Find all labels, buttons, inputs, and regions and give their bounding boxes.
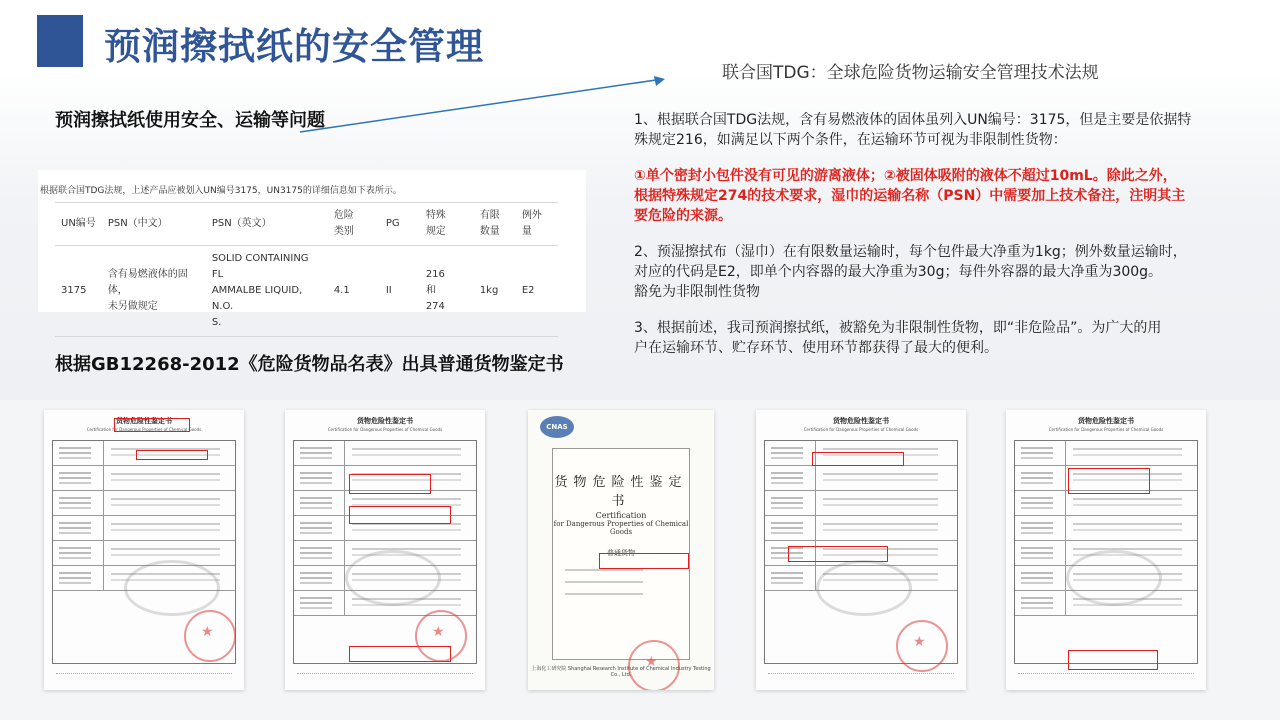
un-table-card: [38, 170, 586, 328]
table-cell: E2: [516, 246, 558, 337]
table-header-cell: UN编号: [55, 203, 102, 246]
table-header-cell: 例外 量: [516, 203, 558, 246]
paragraph-4: 3、根据前述，我司预润擦拭纸，被豁免为非限制性货物，即“非危险品”。为广大的用 户在运输环节、贮存环节、使用环节都获得了最大的便利。: [634, 320, 1162, 356]
table-header-cell: PSN（英文）: [206, 203, 328, 246]
table-header-cell: PSN（中文）: [102, 203, 206, 246]
cover-title: 货物危险性鉴定书: [554, 475, 688, 509]
table-row: [55, 246, 558, 337]
table-header-cell: PG: [380, 203, 420, 246]
table-header-row: [55, 203, 558, 246]
certificate-image-3-cover: CNAS 货物危险性鉴定书 Certification for Dangerous Properties of Chemical Goods 普通货物 ★ 上海化工研究院 Shanghai Research Institute of Chemical Industry Testing Co., Ltd.: [528, 410, 714, 690]
table-cell: 1kg: [474, 246, 516, 337]
page-title: 预润擦拭纸的安全管理: [104, 25, 484, 68]
table-cell: 3175: [55, 246, 102, 337]
certificate-image-1: 货物危险性鉴定书 Certification for Dangerous Properties of Chemical Goods ★: [44, 410, 244, 690]
certificate-image-2: 货物危险性鉴定书 Certification for Dangerous Properties of Chemical Goods ★: [285, 410, 485, 690]
certificate-image-5: 货物危险性鉴定书 Certification for Dangerous Properties of Chemical Goods: [1006, 410, 1206, 690]
table-cell: SOLID CONTAINING FL AMMALBE LIQUID, N.O. S.: [206, 246, 328, 337]
paragraph-1: 1、根据联合国TDG法规，含有易燃液体的固体虽列入UN编号：3175，但是主要是依据特 殊规定216，如满足以下两个条件，在运输环节可视为非限制性货物：: [634, 112, 1192, 148]
gb-standard-heading: 根据GB12268-2012《危险货物品名表》出具普通货物鉴定书: [55, 354, 564, 375]
paragraph-3: 2、预湿擦拭布（湿巾）在有限数量运输时，每个包件最大净重为1kg；例外数量运输时， 对应的代码是E2，即单个内容器的最大净重为30g；每件外容器的最大净重为300g。 豁免为非限制性货物: [634, 244, 1187, 300]
un-info-table: [55, 202, 558, 337]
cover-goods-label: 普通货物: [607, 549, 635, 557]
table-cell: 含有易燃液体的固体， 未另做规定: [102, 246, 206, 337]
table-cell: II: [380, 246, 420, 337]
table-header-cell: 特殊 规定: [420, 203, 474, 246]
table-caption: 根据联合国TDG法规，上述产品应被划入UN编号3175，UN3175的详细信息如下表所示。: [40, 186, 402, 196]
certificate-gallery: [0, 400, 1280, 720]
tdg-subtitle: 联合国TDG：全球危险货物运输安全管理技术法规: [722, 63, 1099, 83]
table-header-cell: 有限 数量: [474, 203, 516, 246]
cnas-logo: CNAS: [540, 416, 574, 438]
table-header-cell: 危险 类别: [328, 203, 380, 246]
table-cell: 216 和 274: [420, 246, 474, 337]
regulation-text: [634, 110, 1259, 374]
paragraph-2-highlight: ①单个密封小包件没有可见的游离液体；②被固体吸附的液体不超过10mL。除此之外， 根据特殊规定274的技术要求，湿巾的运输名称（PSN）中需要加上技术备注，注明其主 要危险的来源。: [634, 168, 1186, 224]
table-cell: 4.1: [328, 246, 380, 337]
certificate-image-4: 货物危险性鉴定书 Certification for Dangerous Properties of Chemical Goods ★: [756, 410, 966, 690]
safety-heading: 预润擦拭纸使用安全、运输等问题: [55, 110, 325, 131]
